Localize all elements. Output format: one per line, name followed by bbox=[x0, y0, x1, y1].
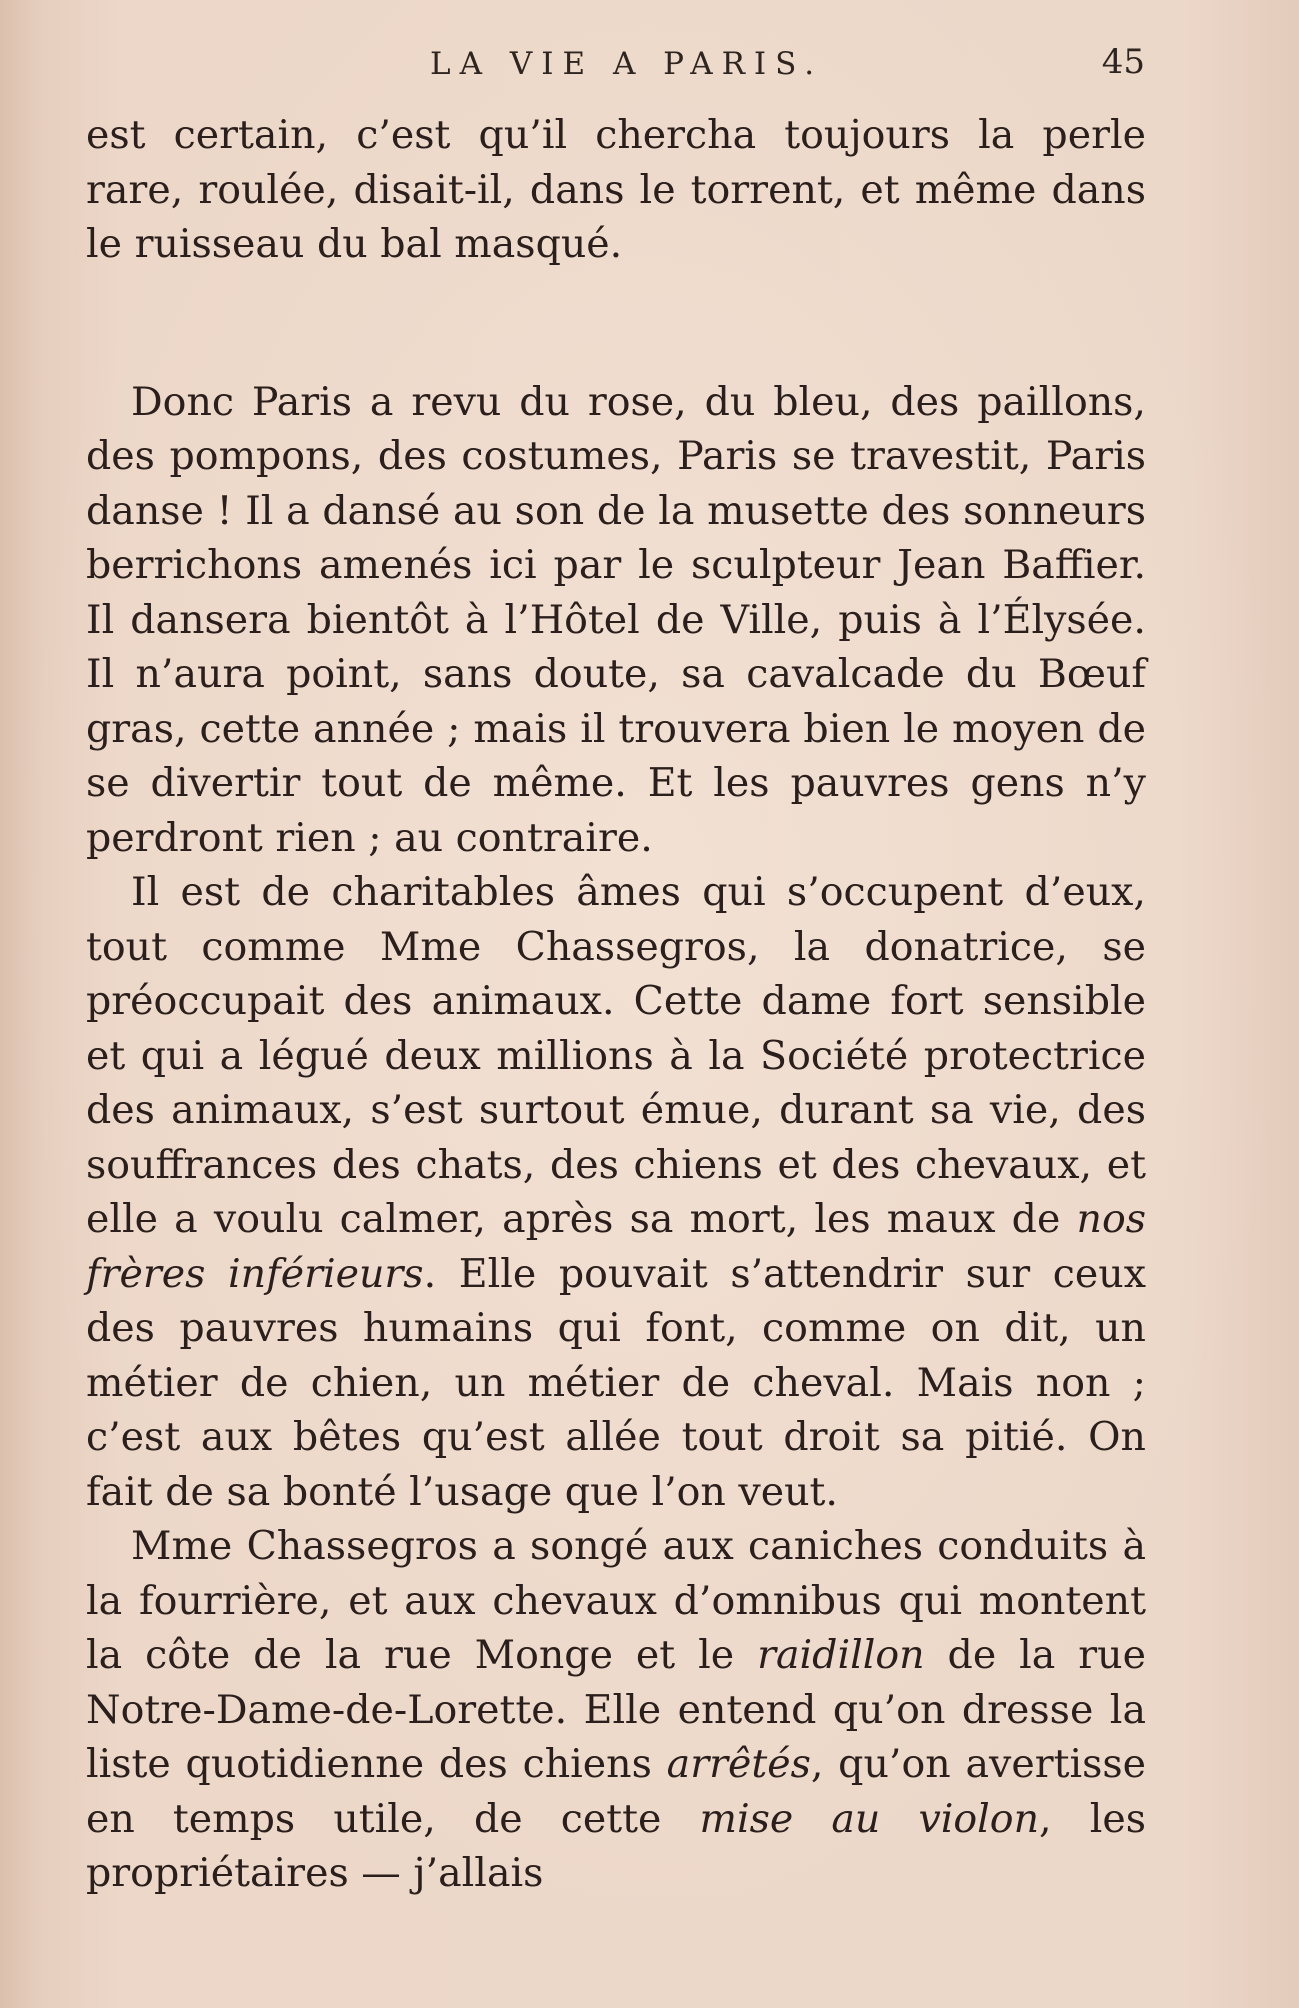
paragraph-3-text-a: Il est de charitables âmes qui s’occupent d’eux, tout comme Mme Chassegros, la donatrice, se préoccupait des animaux. Cette dame fort sensible et qui a légué deux millions à la Société protectrice des animaux, s’est surtout émue, durant sa vie, des souffrances des chats, des chiens et des chevaux, et elle a voulu calmer, après sa mort, les maux de bbox=[86, 869, 1146, 1242]
paragraph-4-italic-raidillon: raidillon bbox=[757, 1632, 925, 1678]
paragraph-2: Donc Paris a revu du rose, du bleu, des paillons, des pompons, des costumes, Paris se travestit, Paris danse ! Il a dansé au son de la musette des sonneurs berrichons amenés ici par le sculpteur Jean Baffier. Il dansera bientôt à l’Hôtel de Ville, puis à l’Élysée. Il n’aura point, sans doute, sa cavalcade du Bœuf gras, cette année ; mais il trouvera bien le moyen de se divertir tout de même. Et les pauvres gens n’y perdront rien ; au contraire. bbox=[86, 378, 1146, 861]
paragraph-1: est certain, c’est qu’il chercha toujours la perle rare, roulée, disait-il, dans le torrent, et même dans le ruisseau du bal masqué. bbox=[86, 112, 1146, 267]
paragraph-4-text-g: , les propriétaires — j’allais bbox=[86, 1795, 1147, 1896]
body-text bbox=[86, 108, 1146, 1901]
paragraph-3-italic-phrase: nos frères inférieurs bbox=[86, 1196, 1146, 1297]
running-title: LA VIE A PARIS. bbox=[430, 46, 824, 82]
paragraph-4 bbox=[86, 1519, 1146, 1901]
paragraph-4-italic-arretes: arrêtés bbox=[666, 1741, 811, 1787]
paragraph-3-text-c: . Elle pouvait s’attendrir sur ceux des pauvres humains qui font, comme on dit, un métier de chien, un métier de cheval. Mais non ; c’est aux bêtes qu’est allée tout droit sa pitié. On fait de sa bonté l’usage que l’on veut. bbox=[86, 1250, 1146, 1515]
section-break bbox=[86, 272, 1146, 375]
page-header bbox=[90, 42, 1145, 92]
paragraph-4-text-e: , qu’on avertisse en temps utile, de cette bbox=[86, 1741, 1146, 1842]
page-number: 45 bbox=[1101, 42, 1145, 82]
paragraph-4-text-c: de la rue Notre-Dame-de-Lorette. Elle entend qu’on dresse la liste quotidienne des chiens bbox=[86, 1632, 1146, 1787]
paragraph-3 bbox=[86, 865, 1146, 1519]
paragraph-4-text-a: Mme Chassegros a songé aux caniches conduits à la fourrière, et aux chevaux d’omnibus qui montent la côte de la rue Monge et le bbox=[86, 1523, 1146, 1678]
paragraph-4-italic-mise-au-violon: mise au violon bbox=[699, 1795, 1040, 1842]
